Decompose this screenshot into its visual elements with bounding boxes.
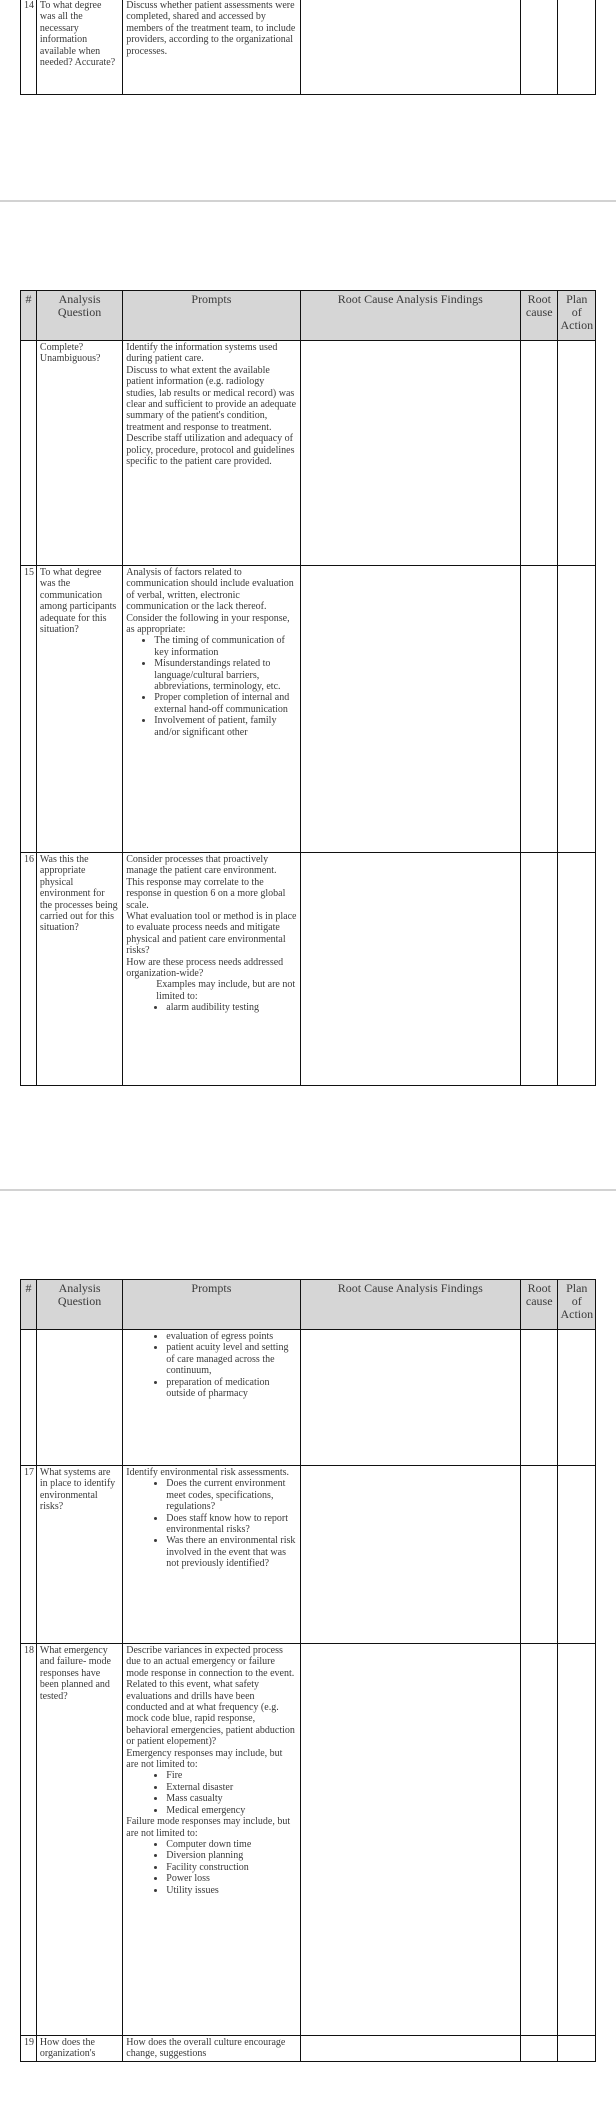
prompt: How does the overall culture encourage change, suggestions (123, 2036, 300, 2062)
header-root-cause: Root cause (520, 291, 558, 341)
plan-of-action-cell[interactable] (558, 0, 596, 95)
prompt-list: • Does the current environment meet codes, specifications, regulations? • Does staff know how to report environmental risks? • Was there an environmental risk involved in the event that was not previously identified? (126, 1478, 296, 1569)
table-row (21, 1466, 596, 1644)
prompt: Analysis of factors related to communication should include evaluation of verbal, written, electronic communication or the lack thereof. Consider the following in your response, as appropriate: • The timing of communication of key information • Misunderstandings related to language/cultural barriers, abbreviations, terminology, etc. • Proper completion of internal and external hand-off communication • Involvement of patient, family and/or significant other (123, 566, 300, 853)
analysis-question: How does the organization's (36, 2036, 122, 2062)
root-cause-cell[interactable] (520, 0, 558, 95)
findings-cell[interactable] (300, 2036, 520, 2062)
header-question: Analysis Question (36, 1280, 122, 1330)
prompt: Discuss whether patient assessments were completed, shared and accessed by members of the treatment team, to include providers, according to the organizational processes. (123, 0, 300, 95)
plan-of-action-cell[interactable] (558, 1644, 596, 2036)
prompt: Describe variances in expected process due to an actual emergency or failure mode response in connection to the event. Related to this event, what safety evaluations and drills have been conducted and at what frequency (e.g. mock code blue, rapid response, behavioral emergencies, patient abduction or patient elopement)? Emergency responses may include, but are not limited to: • Fire • External disaster • Mass casualty • Medical emergency Failure mode responses may include, but are not limited to: • Computer down time • Diversion planning • Facility construction • Power loss • Utility issues (123, 1644, 300, 2036)
header-plan: Plan of Action (558, 1280, 596, 1330)
rca-table-page-1 (20, 0, 596, 95)
findings-cell[interactable] (300, 1644, 520, 2036)
root-cause-cell[interactable] (520, 853, 558, 1086)
table-row (21, 341, 596, 566)
table-row (21, 0, 596, 95)
plan-of-action-cell[interactable] (558, 2036, 596, 2062)
root-cause-cell[interactable] (520, 1644, 558, 2036)
header-root-cause: Root cause (520, 1280, 558, 1330)
findings-cell[interactable] (300, 1466, 520, 1644)
root-cause-cell[interactable] (520, 1330, 558, 1466)
findings-cell[interactable] (300, 566, 520, 853)
prompt (123, 1330, 300, 1466)
header-plan: Plan of Action (558, 291, 596, 341)
header-findings: Root Cause Analysis Findings (300, 1280, 520, 1330)
root-cause-cell[interactable] (520, 341, 558, 566)
table-row (21, 1330, 596, 1466)
analysis-question: To what degree was all the necessary information available when needed? Accurate? (36, 0, 122, 95)
plan-of-action-cell[interactable] (558, 1330, 596, 1466)
table-header (21, 291, 596, 341)
plan-of-action-cell[interactable] (558, 341, 596, 566)
analysis-question: To what degree was the communication among participants adequate for this situation? (36, 566, 122, 853)
prompt-list: • alarm audibility testing (126, 1002, 296, 1013)
analysis-question: Was this the appropriate physical environment for the processes being carried out for this situation? (36, 853, 122, 1086)
prompt-list: • Fire • External disaster • Mass casualty • Medical emergency (126, 1770, 296, 1816)
plan-of-action-cell[interactable] (558, 853, 596, 1086)
plan-of-action-cell[interactable] (558, 1466, 596, 1644)
plan-of-action-cell[interactable] (558, 566, 596, 853)
analysis-question: What emergency and failure- mode responses have been planned and tested? (36, 1644, 122, 2036)
row-number: 15 (21, 566, 37, 853)
table-row (21, 2036, 596, 2062)
rca-table-page-3 (20, 1279, 596, 2062)
findings-cell[interactable] (300, 853, 520, 1086)
table-row (21, 853, 596, 1086)
header-prompts: Prompts (123, 1280, 300, 1330)
page-separator (0, 1189, 616, 1191)
prompt: Consider processes that proactively manage the patient care environment. This response may correlate to the response in question 6 on a more global scale. What evaluation tool or method is in place to evaluate process needs and mitigate physical and patient care environmental risks? How are these process needs addressed organization-wide? Examples may include, but are not limited to: • alarm audibility testing (123, 853, 300, 1086)
root-cause-cell[interactable] (520, 1466, 558, 1644)
prompt-list: • The timing of communication of key information • Misunderstandings related to language/cultural barriers, abbreviations, terminology, etc. • Proper completion of internal and external hand-off communication • Involvement of patient, family and/or significant other (126, 635, 296, 738)
row-number: 16 (21, 853, 37, 1086)
prompt: Identify the information systems used during patient care. Discuss to what extent the available patient information (e.g. radiology studies, lab results or medical record) was clear and sufficient to provide an adequate summary of the patient's condition, treatment and response to treatment. Describe staff utilization and adequacy of policy, procedure, protocol and guidelines specific to the patient care provided. (123, 341, 300, 566)
header-question: Analysis Question (36, 291, 122, 341)
findings-cell[interactable] (300, 341, 520, 566)
analysis-question: What systems are in place to identify environmental risks? (36, 1466, 122, 1644)
table-header (21, 1280, 596, 1330)
prompt-list: • Computer down time • Diversion planning • Facility construction • Power loss • Utility issues (126, 1839, 296, 1896)
findings-cell[interactable] (300, 1330, 520, 1466)
row-number: 18 (21, 1644, 37, 2036)
prompt: Identify environmental risk assessments. • Does the current environment meet codes, specifications, regulations? • Does staff know how to report environmental risks? • Was there an environmental risk involved in the event that was not previously identified? (123, 1466, 300, 1644)
findings-cell[interactable] (300, 0, 520, 95)
header-num: # (21, 1280, 37, 1330)
page-separator (0, 200, 616, 202)
root-cause-cell[interactable] (520, 566, 558, 853)
row-number: 17 (21, 1466, 37, 1644)
analysis-question: Complete? Unambiguous? (36, 341, 122, 566)
table-row (21, 566, 596, 853)
row-number: 14 (21, 0, 37, 95)
header-findings: Root Cause Analysis Findings (300, 291, 520, 341)
prompt-list: • evaluation of egress points • patient acuity level and setting of care managed across the continuum, • preparation of medication outside of pharmacy (126, 1331, 296, 1399)
header-num: # (21, 291, 37, 341)
header-prompts: Prompts (123, 291, 300, 341)
root-cause-cell[interactable] (520, 2036, 558, 2062)
rca-table-page-2 (20, 290, 596, 1086)
table-row (21, 1644, 596, 2036)
row-number: 19 (21, 2036, 37, 2062)
